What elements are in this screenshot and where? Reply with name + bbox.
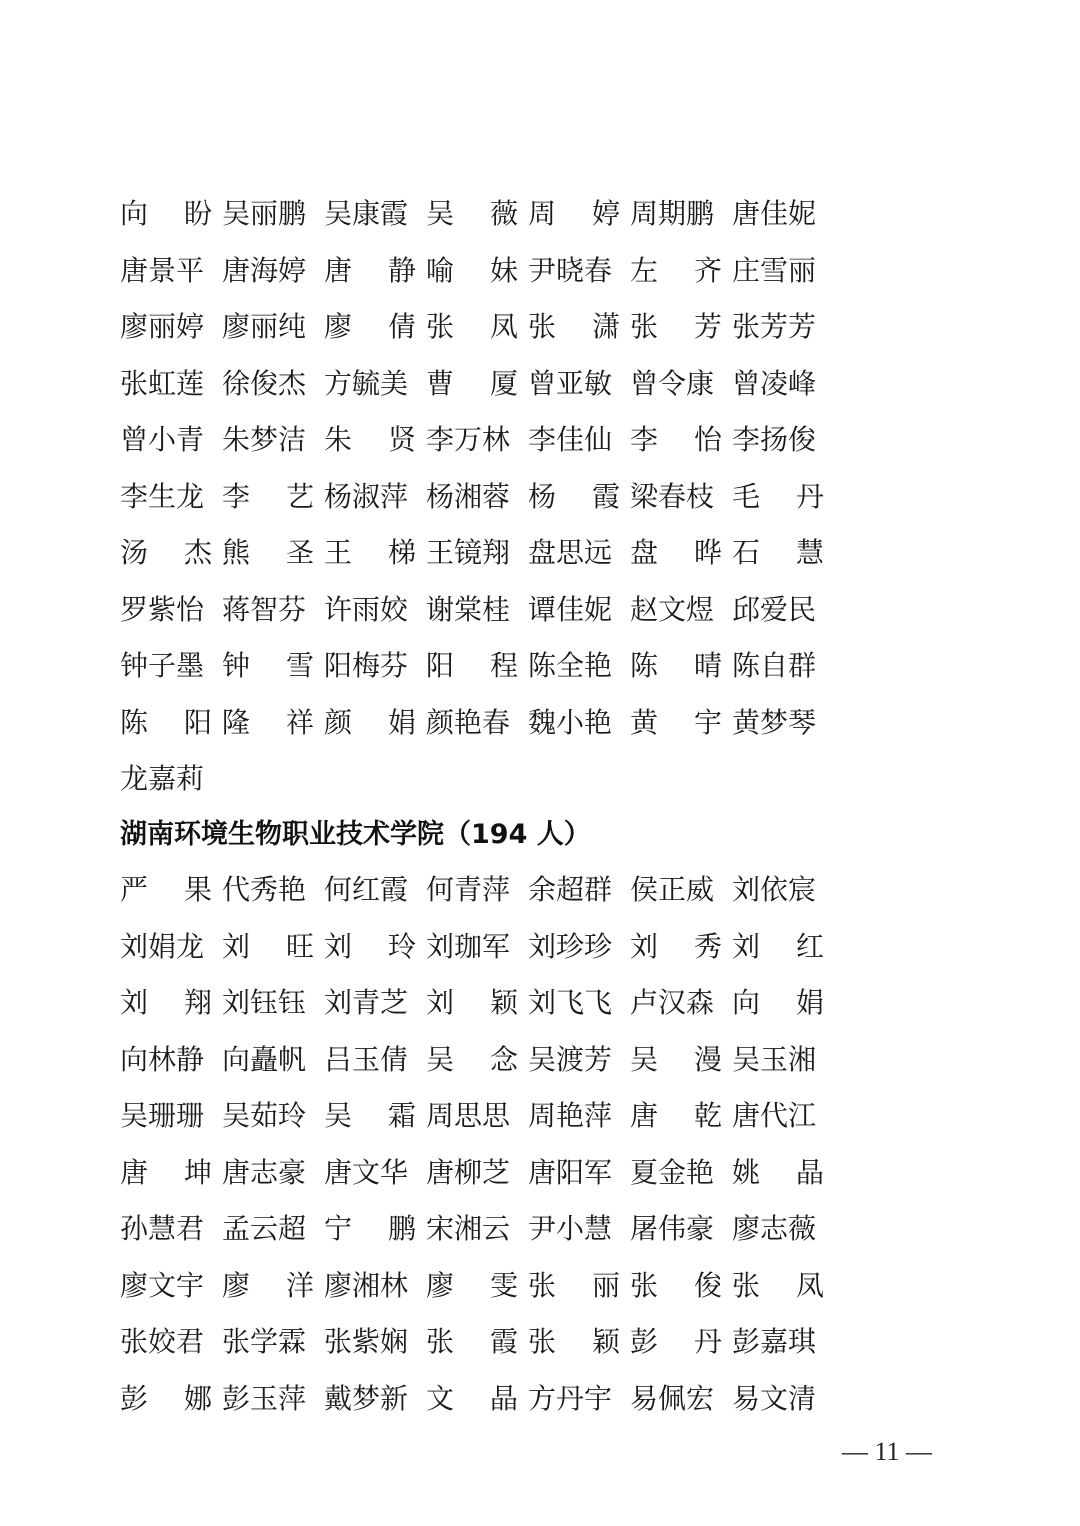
name-entry: 张姣君 [120,1325,205,1358]
name-entry: 陈 晴 [630,649,722,682]
name-entry: 廖 洋 [222,1268,314,1302]
name-entry: 王镜翔 [426,536,511,569]
section-heading: 湖南环境生物职业技术学院（194 人） [120,819,591,850]
name-entry: 侯正威 [630,873,715,906]
name-entry: 刘 旺 [222,929,314,963]
name-entry: 朱 贤 [324,423,416,456]
name-list-section-2 [120,862,840,1427]
name-entry: 黄梦琴 [732,705,817,739]
name-entry: 周 婷 [528,197,620,230]
name-entry: 颜艳春 [426,705,511,739]
name-entry: 王 梯 [324,536,416,569]
name-entry: 张 芳 [630,310,722,343]
name-entry: 喻 妹 [426,253,518,287]
name-entry: 盘思远 [528,536,613,569]
name-entry: 吴康霞 [324,197,409,230]
name-entry: 吴珊珊 [120,1099,205,1132]
page-number: — 11 — [842,1437,933,1466]
name-entry: 彭 娜 [120,1381,212,1415]
name-entry: 方毓美 [324,366,409,400]
name-entry: 吴 漫 [630,1042,722,1076]
name-entry: 吴渡芳 [528,1042,613,1076]
name-entry: 方丹宇 [528,1381,613,1415]
name-entry: 彭玉萍 [222,1381,307,1415]
name-entry: 杨 霞 [528,479,620,513]
name-entry: 石 慧 [732,536,824,569]
name-entry: 张芳芳 [732,310,817,343]
name-entry: 吴丽鹏 [222,197,307,230]
name-entry: 黄 宇 [630,705,722,739]
name-entry: 吴 霜 [324,1099,416,1132]
name-entry: 唐文华 [324,1155,409,1189]
name-grid-2 [120,862,840,1427]
name-entry: 彭嘉琪 [732,1325,817,1358]
name-entry: 杨淑萍 [324,479,409,513]
name-entry: 谢棠桂 [426,592,511,626]
name-entry: 刘 翔 [120,986,212,1019]
name-entry: 严 果 [120,873,212,906]
name-entry: 庄雪丽 [732,253,817,287]
name-entry: 易佩宏 [630,1381,715,1415]
name-entry: 魏小艳 [528,705,613,739]
name-entry: 向 盼 [120,197,212,230]
name-entry: 唐 乾 [630,1099,722,1132]
name-entry: 廖志薇 [732,1212,817,1245]
name-entry: 张 凤 [426,310,518,343]
name-entry: 孙慧君 [120,1212,205,1245]
name-entry: 戴梦新 [324,1381,409,1415]
name-entry: 文 晶 [426,1381,518,1415]
name-entry: 张 霞 [426,1325,518,1358]
name-entry: 李扬俊 [732,423,817,456]
name-entry: 曹 厦 [426,366,518,400]
name-entry: 彭 丹 [630,1325,722,1358]
name-entry: 廖丽纯 [222,310,307,343]
name-entry: 蒋智芬 [222,592,307,626]
name-entry: 何红霞 [324,873,409,906]
name-entry: 曾小青 [120,423,205,456]
name-entry: 代秀艳 [222,873,307,906]
name-entry: 颜 娟 [324,705,416,739]
name-entry: 张 凤 [732,1268,824,1302]
name-entry: 曾亚敏 [528,366,613,400]
name-entry: 尹小慧 [528,1212,613,1245]
name-entry: 汤 杰 [120,536,212,569]
name-entry: 唐 静 [324,253,416,287]
name-entry: 曾凌峰 [732,366,817,400]
name-entry: 唐代江 [732,1099,817,1132]
name-entry: 吴玉湘 [732,1042,817,1076]
name-entry: 何青萍 [426,873,511,906]
name-entry: 唐海婷 [222,253,307,287]
name-entry: 刘珍珍 [528,929,613,963]
name-entry: 刘娟龙 [120,929,205,963]
name-entry: 赵文煜 [630,592,715,626]
name-entry: 阳 程 [426,649,518,682]
name-entry: 刘钰钰 [222,986,307,1019]
name-entry: 尹晓春 [528,253,613,287]
name-entry: 阳梅芬 [324,649,409,682]
name-grid-1 [120,186,840,808]
name-entry: 向 娟 [732,986,824,1019]
name-entry: 向矗帆 [222,1042,307,1076]
name-entry: 隆 祥 [222,705,314,739]
name-entry: 李生龙 [120,479,205,513]
name-entry: 刘 红 [732,929,824,963]
name-entry: 张学霖 [222,1325,307,1358]
name-entry: 唐佳妮 [732,197,817,230]
name-entry: 易文清 [732,1381,817,1415]
name-entry: 张 潇 [528,310,620,343]
name-entry: 唐阳军 [528,1155,613,1189]
name-entry: 周艳萍 [528,1099,613,1132]
name-entry: 刘飞飞 [528,986,613,1019]
name-entry: 周期鹏 [630,197,715,230]
name-entry: 徐俊杰 [222,366,307,400]
name-entry: 张 颖 [528,1325,620,1358]
name-entry: 曾令康 [630,366,715,400]
name-entry: 许雨姣 [324,592,409,626]
name-entry: 龙嘉莉 [120,762,205,795]
name-entry: 刘 颖 [426,986,518,1019]
name-entry: 钟 雪 [222,649,314,682]
name-entry: 李 艺 [222,479,314,513]
name-entry: 周思思 [426,1099,511,1132]
name-entry: 刘 秀 [630,929,722,963]
name-entry: 邱爱民 [732,592,817,626]
name-entry: 杨湘蓉 [426,479,511,513]
name-entry: 孟云超 [222,1212,307,1245]
name-entry: 陈 阳 [120,705,212,739]
name-entry: 左 齐 [630,253,722,287]
name-entry: 李万林 [426,423,511,456]
name-entry: 盘 晔 [630,536,722,569]
name-entry: 吴 念 [426,1042,518,1076]
name-entry: 陈全艳 [528,649,613,682]
name-entry: 刘青芝 [324,986,409,1019]
name-list-section-1 [120,186,840,808]
name-entry: 廖 倩 [324,310,416,343]
name-entry: 吕玉倩 [324,1042,409,1076]
name-entry: 吴茹玲 [222,1099,307,1132]
name-entry: 梁春枝 [630,479,715,513]
name-entry: 廖文宇 [120,1268,205,1302]
name-entry: 陈自群 [732,649,817,682]
name-entry: 唐志豪 [222,1155,307,1189]
name-entry: 唐景平 [120,253,205,287]
name-entry: 夏金艳 [630,1155,715,1189]
name-entry: 向林静 [120,1042,205,1076]
name-entry: 张 俊 [630,1268,722,1302]
name-entry: 张 丽 [528,1268,620,1302]
name-entry: 刘依宸 [732,873,817,906]
name-entry: 张虹莲 [120,366,205,400]
name-entry: 张紫娴 [324,1325,409,1358]
name-entry: 李佳仙 [528,423,613,456]
name-entry: 钟子墨 [120,649,205,682]
name-entry: 廖丽婷 [120,310,205,343]
name-entry: 卢汉森 [630,986,715,1019]
name-entry: 朱梦洁 [222,423,307,456]
name-entry: 毛 丹 [732,479,824,513]
name-entry: 屠伟豪 [630,1212,715,1245]
name-entry: 谭佳妮 [528,592,613,626]
name-entry: 宋湘云 [426,1212,511,1245]
name-entry: 姚 晶 [732,1155,824,1189]
name-entry: 刘 玲 [324,929,416,963]
name-entry: 唐 坤 [120,1155,212,1189]
name-entry: 唐柳芝 [426,1155,511,1189]
name-entry: 李 怡 [630,423,722,456]
name-entry: 刘珈军 [426,929,511,963]
name-entry: 熊 圣 [222,536,314,569]
name-entry: 余超群 [528,873,613,906]
name-entry: 宁 鹏 [324,1212,416,1245]
name-entry: 吴 薇 [426,197,518,230]
name-entry: 廖湘林 [324,1268,409,1302]
name-entry: 罗紫怡 [120,592,205,626]
name-entry: 廖 雯 [426,1268,518,1302]
